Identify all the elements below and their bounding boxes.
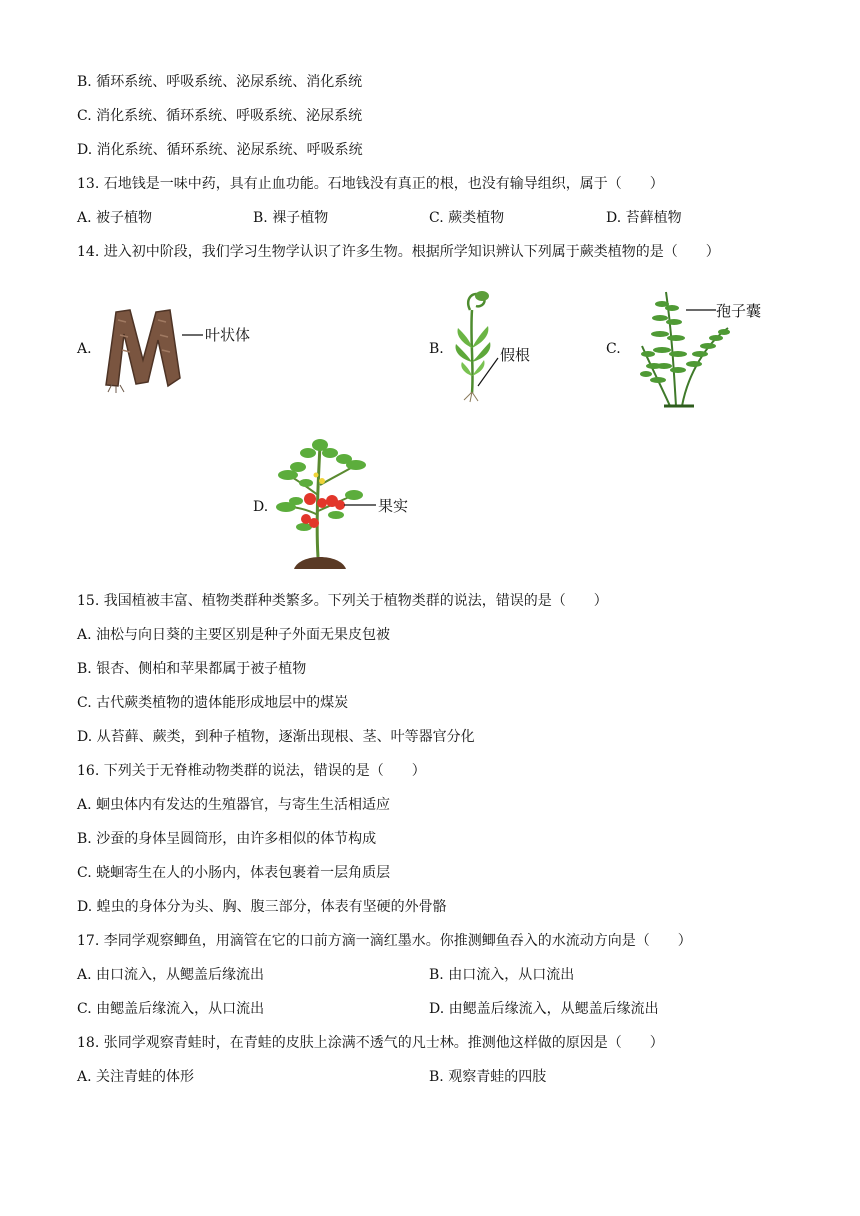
q18-option-a: A. 关注青蛙的体形: [77, 1069, 195, 1085]
q12-option-b: B. 循环系统、呼吸系统、泌尿系统、消化系统: [77, 74, 363, 90]
q14-option-d-letter: D.: [253, 499, 269, 515]
q13-option-a: A. 被子植物: [77, 210, 153, 226]
q14-stem: 14. 进入初中阶段，我们学习生物学认识了许多生物。根据所学知识辨认下列属于蕨类植物的是（ ）: [77, 244, 720, 260]
q13-option-b: B. 裸子植物: [253, 210, 329, 226]
q17-option-b: B. 由口流入，从口流出: [429, 967, 575, 983]
q13-option-c: C. 蕨类植物: [429, 210, 505, 226]
q15-option-a: A. 油松与向日葵的主要区别是种子外面无果皮包被: [77, 627, 391, 643]
q14-label-c: 孢子囊: [716, 302, 762, 320]
q16-option-b: B. 沙蚕的身体呈圆筒形，由许多相似的体节构成: [77, 831, 377, 847]
q12-option-c: C. 消化系统、循环系统、呼吸系统、泌尿系统: [77, 108, 363, 124]
q14-option-d-image: [270, 435, 430, 577]
q14-option-a-image: [98, 300, 268, 395]
q17-option-c: C. 由鳃盖后缘流入，从口流出: [77, 1001, 265, 1017]
q15-option-b: B. 银杏、侧柏和苹果都属于被子植物: [77, 661, 307, 677]
q14-option-b-letter: B.: [429, 341, 444, 357]
q13-option-d: D. 苔藓植物: [606, 210, 682, 226]
q14-label-b: 假根: [500, 346, 531, 364]
q14-label-d: 果实: [378, 497, 409, 515]
q16-option-d: D. 蝗虫的身体分为头、胸、腹三部分，体表有坚硬的外骨骼: [77, 899, 447, 915]
q15-option-c: C. 古代蕨类植物的遗体能形成地层中的煤炭: [77, 695, 349, 711]
q16-option-a: A. 蛔虫体内有发达的生殖器官，与寄生生活相适应: [77, 797, 391, 813]
q18-stem: 18. 张同学观察青蛙时，在青蛙的皮肤上涂满不透气的凡士林。推测他这样做的原因是（ ）: [77, 1035, 664, 1051]
q14-option-c-image: [636, 284, 776, 416]
q17-option-a: A. 由口流入，从鳃盖后缘流出: [77, 967, 265, 983]
q14-option-a-letter: A.: [77, 341, 92, 357]
q17-option-d: D. 由鳃盖后缘流入，从鳃盖后缘流出: [429, 1001, 659, 1017]
q16-option-c: C. 蛲蛔寄生在人的小肠内，体表包裹着一层角质层: [77, 865, 391, 881]
q15-stem: 15. 我国植被丰富、植物类群种类繁多。下列关于植物类群的说法，错误的是（ ）: [77, 593, 608, 609]
q18-option-b: B. 观察青蛙的四肢: [429, 1069, 547, 1085]
q13-stem: 13. 石地钱是一味中药，具有止血功能。石地钱没有真正的根，也没有输导组织，属于（ ）: [77, 176, 664, 192]
q15-option-d: D. 从苔藓、蕨类，到种子植物，逐渐出现根、茎、叶等器官分化: [77, 729, 475, 745]
q12-option-d: D. 消化系统、循环系统、泌尿系统、呼吸系统: [77, 142, 363, 158]
q14-label-a: 叶状体: [205, 326, 251, 344]
q14-option-c-letter: C.: [606, 341, 621, 357]
q17-stem: 17. 李同学观察鲫鱼，用滴管在它的口前方滴一滴红墨水。你推测鲫鱼吞入的水流动方向是（ ）: [77, 933, 692, 949]
q16-stem: 16. 下列关于无脊椎动物类群的说法，错误的是（ ）: [77, 763, 426, 779]
q14-option-b-image: [448, 288, 548, 406]
